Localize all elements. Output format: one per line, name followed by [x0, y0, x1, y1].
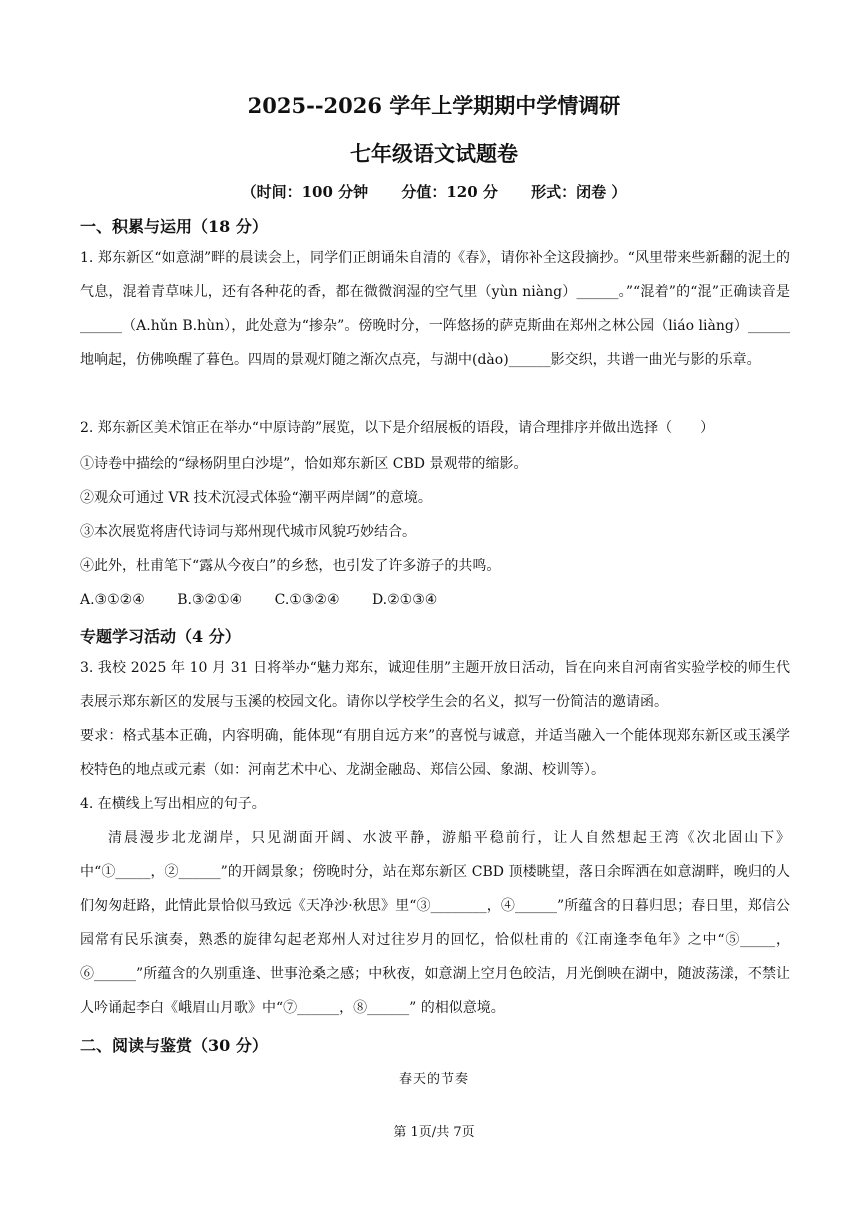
- question-3: 3. 我校 2025 年 10 月 31 日将举办“魅力郑东，诚迎佳朋”主题开放日活动，旨在向来自河南省实验学校的师生代表展示郑东新区的发展与玉溪的校园文化。请你以学校学生会的名义，拟写一份简洁的邀请函。: [80, 660, 790, 710]
- question-1: 1. 郑东新区“如意湖”畔的晨读会上，同学们正朗诵朱自清的《春》，请你补全这段摘抄。“风里带来些新翻的泥土的气息，混着青草味儿，还有各种花的香，都在微微润湿的空气里（yùn niàng）______。”“混着”的“混”正确读音是______（A.hǔn B.hùn），此处意为“掺杂”。傍晚时分，一阵悠扬的萨克斯曲在郑州之林公园（liáo liàng）______地响起，仿佛唤醒了暮色。四周的景观灯随之渐次点亮，与湖中(dào)______影交织，共谱一曲光与影的乐章。: [80, 250, 790, 368]
- page-number: 第 1页/共 7页: [393, 1125, 475, 1140]
- q2-option-a[interactable]: A.③①②④: [80, 592, 145, 608]
- question-4: 4. 在横线上写出相应的句子。: [80, 796, 266, 812]
- exam-info: [0, 181, 868, 202]
- q2-item-3: ③本次展览将唐代诗词与郑州现代城市风貌巧妙结合。: [80, 524, 416, 540]
- section-2-heading: 二、阅读与鉴赏（30 分）: [80, 1036, 268, 1055]
- question-3-requirements: 要求：格式基本正确，内容明确，能体现“有朋自远方来”的喜悦与诚意，并适当融入一个能体现郑东新区或玉溪学校特色的地点或元素（如：河南艺术中心、龙湖金融岛、郑信公园、象湖、校训等）。: [80, 728, 790, 778]
- q2-item-4: ④此外，杜甫笔下“露从今夜白”的乡愁，也引发了许多游子的共鸣。: [80, 558, 501, 574]
- question-4-body: 清晨漫步北龙湖岸，只见湖面开阔、水波平静，游船平稳前行，让人自然想起王湾《次北固山下》中“①_____，②______”的开阔景象；傍晚时分，站在郑东新区 CBD 顶楼眺望，落日余晖洒在如意湖畔，晚归的人们匆匆赶路，此情此景恰似马致远《天净沙·秋思》里“③________，④______”所蕴含的日暮归思；春日里，郑信公园常有民乐演奏，熟悉的旋律勾起老郑州人对过往岁月的回忆，恰似杜甫的《江南逢李龟年》之中“⑤_____，⑥______”所蕴含的久别重逢、世事沧桑之感；中秋夜，如意湖上空月色皎洁，月光倒映在湖中，随波荡漾，不禁让人吟诵起李白《峨眉山月歌》中“⑦______，⑧______” 的相似意境。: [80, 830, 790, 1016]
- exam-form: 形式：闭卷 ）: [531, 183, 627, 201]
- article-title: 春天的节奏: [398, 1072, 469, 1087]
- q2-option-b[interactable]: B.③②①④: [177, 592, 243, 608]
- exam-time: （时间：100 分钟: [241, 183, 369, 201]
- q2-item-2: ②观众可通过 VR 技术沉浸式体验“潮平两岸阔”的意境。: [80, 490, 432, 506]
- q2-item-1: ①诗卷中描绘的“绿杨阴里白沙堤”，恰如郑东新区 CBD 景观带的缩影。: [80, 456, 528, 472]
- special-activity-heading: 专题学习活动（4 分）: [80, 627, 241, 646]
- question-2: 2. 郑东新区美术馆正在举办“中原诗韵”展览，以下是介绍展板的语段，请合理排序并做出选择（ ）: [80, 420, 715, 436]
- exam-score: 分值：120 分: [401, 183, 498, 201]
- exam-subtitle: 七年级语文试题卷: [350, 141, 518, 166]
- q2-options: [80, 583, 790, 617]
- q2-option-d[interactable]: D.②①③④: [371, 592, 438, 608]
- q2-option-c[interactable]: C.①③②④: [274, 592, 340, 608]
- section-1-heading: 一、积累与运用（18 分）: [80, 217, 268, 236]
- exam-title: 2025--2026 学年上学期期中学情调研: [247, 93, 621, 118]
